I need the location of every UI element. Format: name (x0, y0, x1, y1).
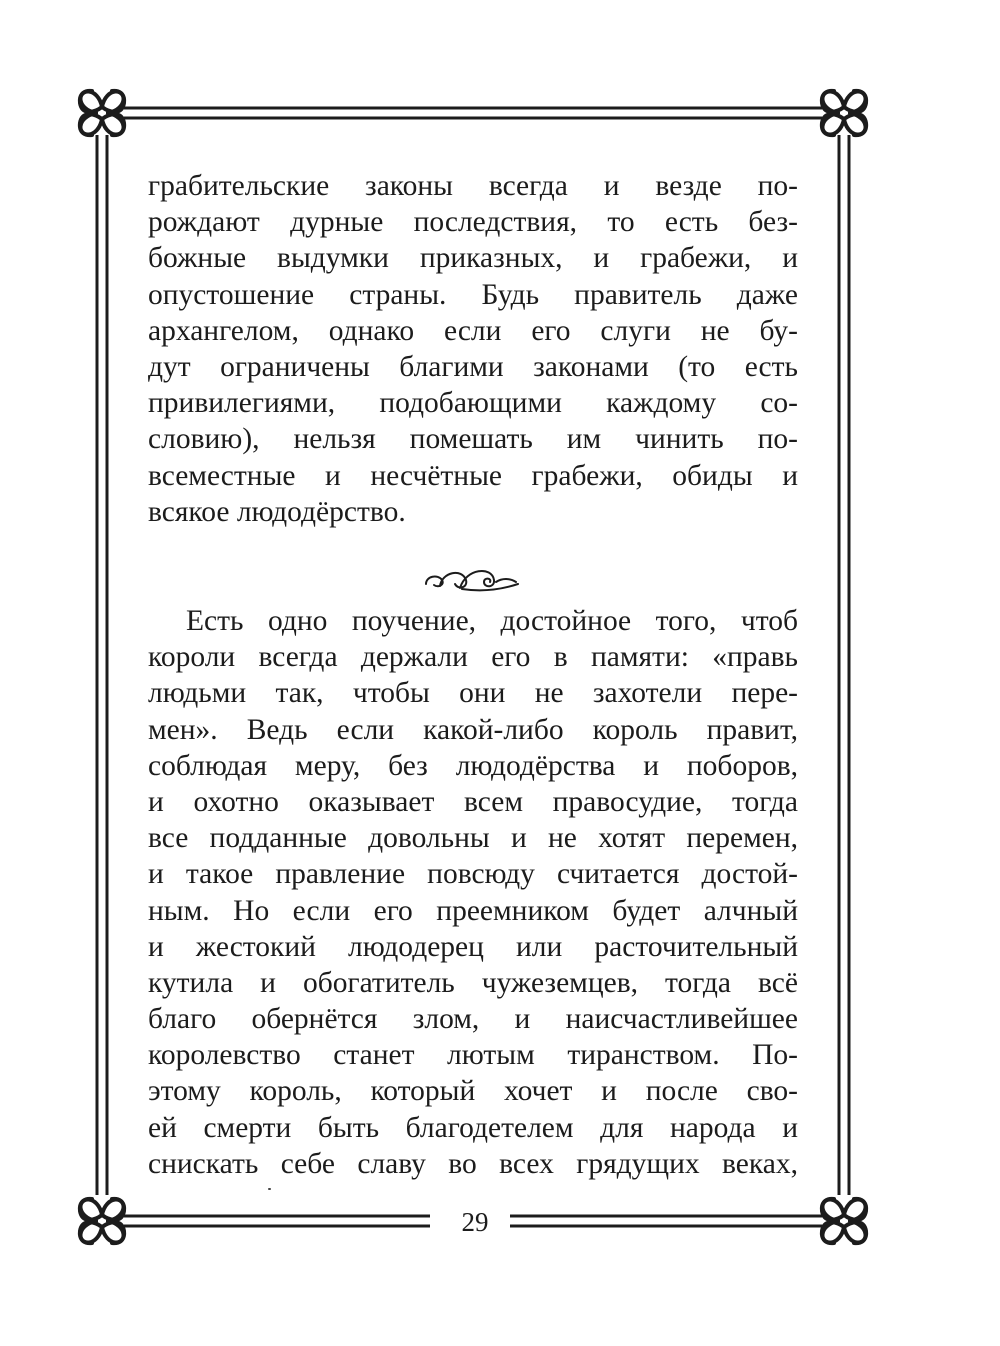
print-speck (268, 1188, 271, 1190)
text-line: ей смерти быть благодетелем для народа и (148, 1111, 798, 1144)
text-line: и такое правление повсюду считается достой- (148, 858, 798, 891)
text-line: опустошение страны. Будь правитель даже (148, 278, 798, 311)
text-line: короли всегда держали его в памяти: «правь (148, 641, 798, 674)
paragraph-2 (148, 603, 798, 1182)
text-line: рождают дурные последствия, то есть без- (148, 206, 798, 239)
celtic-knot-icon (80, 1199, 124, 1243)
text-line: снискать себе славу во всех грядущих веках, (148, 1147, 798, 1180)
text-line: благо обернётся злом, и наисчастливейшее (148, 1003, 798, 1036)
page-number: 29 (461, 1207, 489, 1237)
celtic-knot-icon (822, 91, 866, 135)
text-line: всеместные и несчётные грабежи, обиды и (148, 459, 798, 492)
text-line: соблюдая меру, без людодёрства и поборов, (148, 749, 798, 782)
swirl-ornament-icon (422, 558, 522, 598)
text-line: Есть одно поучение, достойное того, чтоб (186, 605, 798, 637)
text-line: грабительские законы всегда и везде по- (148, 170, 798, 202)
text-line: дут ограничены благими законами (то есть (148, 350, 798, 383)
text-line: кутила и обогатитель чужеземцев, тогда всё (148, 966, 798, 999)
paragraph-1 (148, 168, 798, 530)
text-line: все подданные довольны и не хотят перемен, (148, 822, 798, 855)
text-line: ным. Но если его преемником будет алчный (148, 894, 798, 927)
text-line: мен». Ведь если какой-либо король правит, (148, 713, 798, 746)
text-line: этому король, который хочет и после сво- (148, 1075, 798, 1108)
text-line: и охотно оказывает всем правосудие, тогда (148, 785, 798, 818)
text-line: людьми так, чтобы они не захотели пере- (148, 677, 798, 710)
celtic-knot-icon (822, 1199, 866, 1243)
text-line: словию), нельзя помешать им чинить по- (148, 423, 798, 456)
text-line: и жестокий людодерец или расточительный (148, 930, 798, 963)
text-line: божные выдумки приказных, и грабежи, и (148, 242, 798, 275)
celtic-knot-icon (80, 91, 124, 135)
text-line: архангелом, однако если его слуги не бу- (148, 314, 798, 347)
text-line: всякое людодёрство. (148, 495, 406, 528)
text-line: королевство станет лютым тиранством. По- (148, 1039, 798, 1072)
text-line: привилегиями, подобающими каждому со- (148, 387, 798, 420)
